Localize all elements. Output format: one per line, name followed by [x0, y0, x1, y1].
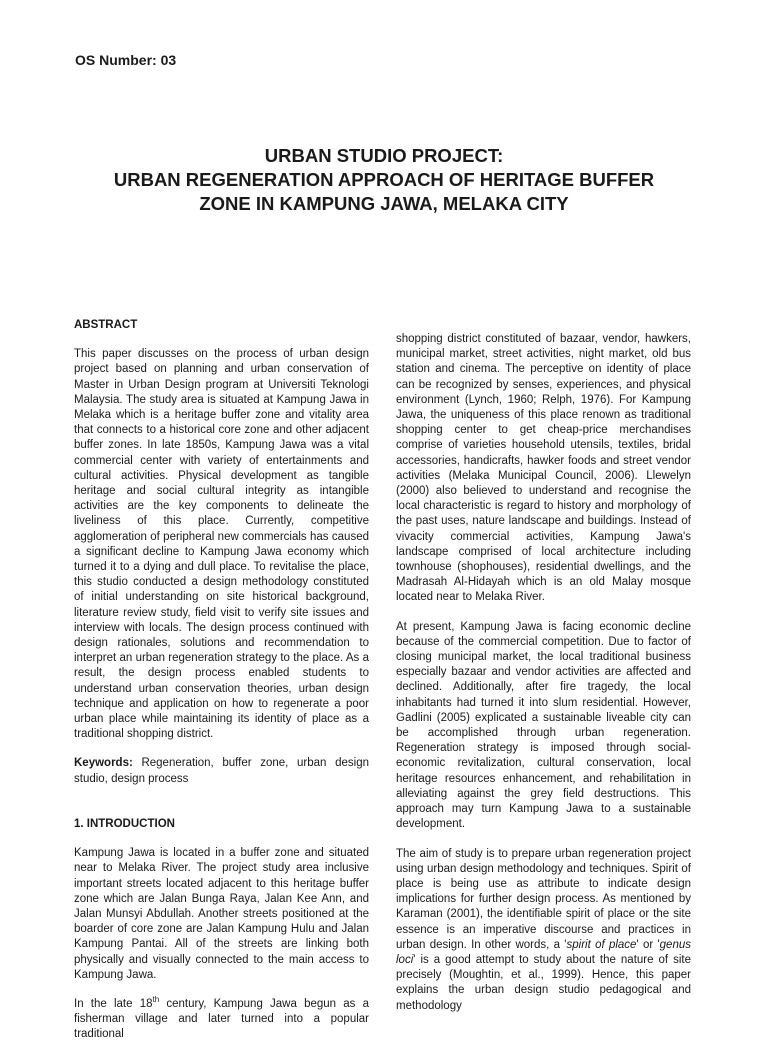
- right-column: [396, 332, 691, 1028]
- term-spirit-of-place: spirit of place: [566, 938, 637, 951]
- introduction-heading: 1. INTRODUCTION: [74, 817, 175, 830]
- term-genus-loci: genus loci: [396, 938, 691, 966]
- right-para-3-end: ' is a good attempt to study about the nature of site precisely (Moughtin, et al., 1999). Hence, this paper explains the urban design studio pedagogical and methodology: [396, 953, 691, 1012]
- right-para-3: [396, 847, 691, 1014]
- intro-para-2-start: In the late 18: [74, 997, 153, 1010]
- title-line-2: URBAN REGENERATION APPROACH OF HERITAGE BUFFER: [113, 169, 655, 190]
- intro-para-2-end: century, Kampung Jawa begun as a fisherman village and later turned into a popular traditional: [74, 997, 369, 1041]
- title-line-3: ZONE IN KAMPUNG JAWA, MELAKA CITY: [199, 193, 569, 214]
- left-column: [74, 318, 369, 1057]
- paper-title: [40, 144, 728, 216]
- right-para-1: shopping district constituted of bazaar, vendor, hawkers, municipal market, street activities, night market, old bus station and cinema. The perceptive on identity of place can be recognized by senses, experiences, and physical environment (Lynch, 1960; Relph, 1976). For Kampung Jawa, the uniqueness of this place renown as traditional shopping center to get cheap-price merchandises comprise of varieties household utensils, textiles, bridal accessories, handicrafts, hawker foods and street vendor activities (Melaka Municipal Council, 2006). Llewelyn (2000) also believed to understand and recognise the local characteristic is regard to history and morphology of the past uses, nature landscape and buildings. Instead of vivacity commercial activities, Kampung Jawa's landscape comprised of local architecture including townhouse (shophouses), residential dwellings, and the Madrasah Al-Hidayah which is an old Malay mosque located near to Melaka River.: [396, 333, 691, 604]
- os-number: OS Number: 03: [75, 52, 177, 68]
- abstract-text: This paper discusses on the process of urban design project based on planning and urban conservation of Master in Urban Design program at Universiti Teknologi Malaysia. The study area is situated at Kampung Jawa in Melaka which is a heritage buffer zone and vitality area that connects to a historical core zone and other adjacent buffer zones. In late 1850s, Kampung Jawa was a vital commercial center with variety of entertainments and cultural activities. Physical development as tangible heritage and social cultural integrity as intangible activities are the key components to delineate the liveliness of this place. Currently, competitive agglomeration of peripheral new commercials has caused a significant decline to Kampung Jawa economy which turned it to a dying and dull place. To revitalise the place, this studio conducted a design methodology constituted of initial understanding on site historical background, literature review study, field visit to verify site issues and interview with locals. The design process continued with design rationales, solutions and recommendation to interpret an urban regeneration strategy to the place. As a result, the design process enabled students to understand urban conservation theories, urban design technique and application on how to regenerate a poor urban place while maintaining its identity of place as a traditional shopping district.: [74, 348, 369, 741]
- keywords-label: Keywords:: [74, 757, 133, 770]
- right-para-3-mid: ' or ': [636, 938, 660, 951]
- right-para-3-start: The aim of study is to prepare urban regeneration project using urban design methodology and techniques. Spirit of place is being use as attribute to indicate design implications for further design process. As mentioned by Karaman (2001), the identifiable spirit of place or the site essence is an imperative discourse and practices in urban design. In other words, a ': [396, 847, 691, 951]
- title-line-1: URBAN STUDIO PROJECT:: [264, 145, 504, 166]
- introduction-para-2: [74, 997, 369, 1043]
- keywords: [74, 756, 369, 786]
- keywords-text: Regeneration, buffer zone, urban design studio, design process: [74, 757, 369, 785]
- abstract-heading: ABSTRACT: [74, 319, 138, 331]
- introduction-para-1: Kampung Jawa is located in a buffer zone and situated near to Melaka River. The project study area inclusive important streets located adjacent to this heritage buffer zone which are Jalan Bunga Raya, Jalan Kee Ann, and Jalan Munsyi Abdullah. Another streets positioned at the boarder of core zone are Jalan Kampung Hulu and Jalan Kampung Pantai. All of the streets are linking both physically and visually connected to the main access to Kampung Jawa.: [74, 847, 369, 981]
- right-para-2: At present, Kampung Jawa is facing economic decline because of the commercial competition. Due to factor of closing municipal market, the local traditional business especially bazaar and vendor activities are affected and declined. Additionally, after fire tragedy, the local inhabitants had turned it into slum residential. However, Gadlini (2005) explicated a sustainable liveable city can be accomplished through urban regeneration. Regeneration strategy is imposed through social-economic revitalization, cultural conservation, local heritage resources enhancement, and rehabilitation in alleviating against the grey field destructions. This approach may turn Kampung Jawa to a sustainable development.: [396, 620, 691, 831]
- superscript-th: th: [152, 995, 160, 1005]
